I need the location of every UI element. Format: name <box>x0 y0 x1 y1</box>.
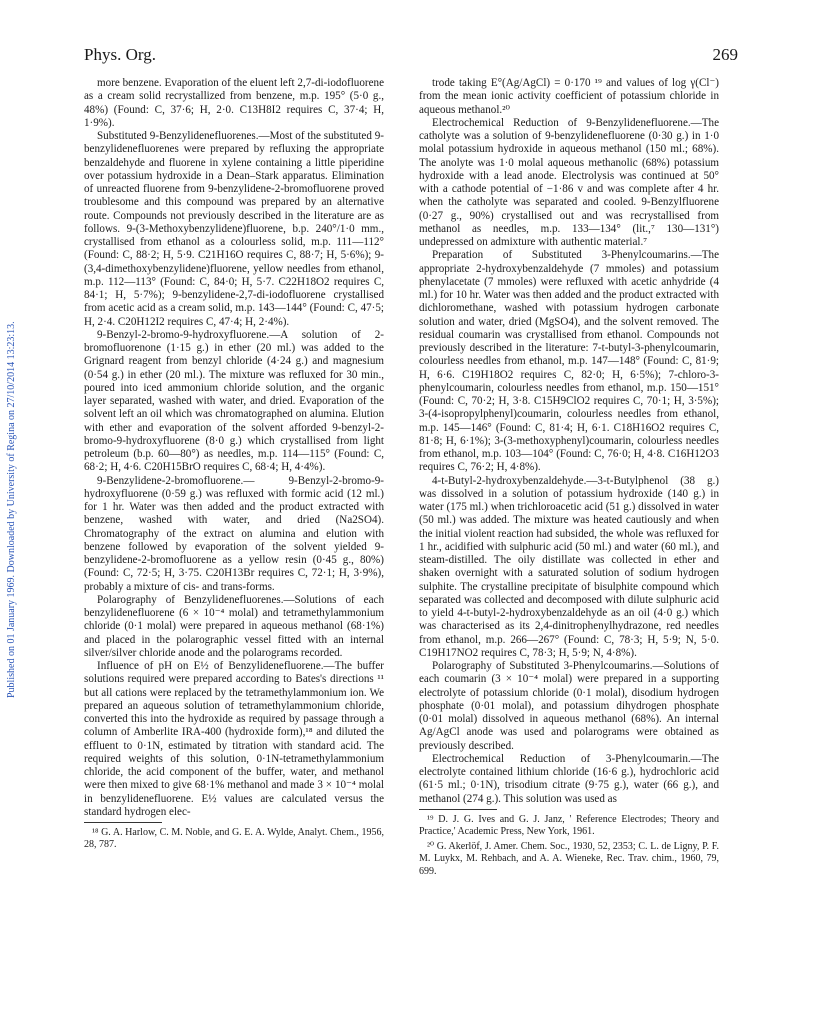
page-number: 269 <box>712 45 738 64</box>
paragraph: 4-t-Butyl-2-hydroxybenzaldehyde.—3-t-Butylphenol (38 g.) was dissolved in a solution of potassium hydroxide (140 g.) in water (175 ml.) when trichloroacetic acid (51 g.) dissolved in water (50 ml.) was added. The mixture was heated cautiously and when the initial violent reaction had subsided, the whole was refluxed for 1 hr., acidified with sulphuric acid (50 ml.) and water (60 ml.), and steam-distilled. The oily distillate was collected in ether and shaken overnight with a saturated solution of sodium hydrogen sulphite. The crystalline precipitate of bisulphite compound which separated was collected and decomposed with dilute sulphuric acid to yield 4-t-butyl-2-hydroxybenzaldehyde as an oil (4·0 g.) which was characterised as its 2,4-dinitrophenylhydrazone, red needles from ethanol, m.p. 266—267° (Found: C, 78·3; H, 5·9; N, 5·0. C19H17NO2 requires C, 78·3; H, 5·9; N, 4·8%). <box>419 474 719 659</box>
footnote-rule <box>419 809 497 810</box>
footnote: ¹⁹ D. J. G. Ives and G. J. Janz, ' Reference Electrodes; Theory and Practice,' Academic Press, New York, 1961. <box>419 813 719 837</box>
footnote: ¹⁸ G. A. Harlow, C. M. Noble, and G. E. A. Wylde, Analyt. Chem., 1956, 28, 787. <box>84 827 384 851</box>
paragraph: 9-Benzylidene-2-bromofluorene.— 9-Benzyl-2-bromo-9-hydroxyfluorene (0·59 g.) was refluxed with formic acid (12 ml.) for 1 hr. Water was then added and the product extracted with benzene, washed with water, and dried (Na2SO4). Chromatography of the extract on alumina and elution with benzene followed by evaporation of the solvent yielded 9-benzylidene-2-bromofluorene as a yellow resin (0·45 g., 80%) (Found: C, 72·5; H, 3·75. C20H13Br requires C, 72·1; H, 3·9%), probably a mixture of cis- and trans-forms. <box>84 474 384 593</box>
paragraph: Preparation of Substituted 3-Phenylcoumarins.—The appropriate 2-hydroxybenzaldehyde (7 mmoles) and potassium phenylacetate (7 mmoles) were refluxed with acetic anhydride (4 ml.) for 10 hr. Water was then added and the product extracted with dichloromethane, washed with potassium hydrogen carbonate solution and water, dried (MgSO4), and the solvent removed. The residual coumarin was crystallised from ethanol. Compounds not previously described in the literature: 7-t-butyl-3-phenylcoumarin, colourless needles from ethanol, m.p. 147—148° (Found: C, 81·9; H, 6·6. C19H18O2 requires C, 82·0; H, 6·5%); 7-chloro-3-phenylcoumarin, colourless needles from ethanol, m.p. 150—151° (Found: C, 70·2; H, 3·8. C15H9ClO2 requires C, 70·1; H, 3·5%); 3-(4-isopropylphenyl)coumarin, colourless needles from ethanol, m.p. 145—146° (Found: C, 81·4; H, 6·1. C18H16O2 requires C, 81·8; H, 6·1%); 3-(3-methoxyphenyl)coumarin, colourless needles from ethanol, m.p. 103—104° (Found: C, 76·0; H, 4·8. C16H12O3 requires C, 76·2; H, 4·8%). <box>419 249 719 474</box>
paragraph: Polarography of Benzylidenefluorenes.—Solutions of each benzylidenefluorene (6 × 10⁻⁴ molal) and tetramethylammonium chloride (0·1 molal) were prepared in aqueous methanol (68·1%) and placed in the polarographic vessel fitted with an internal silver/silver chloride anode and the polarograms recorded. <box>84 593 384 659</box>
footnote-rule <box>84 822 162 823</box>
paragraph: 9-Benzyl-2-bromo-9-hydroxyfluorene.—A solution of 2-bromofluorenone (1·15 g.) in ether (20 ml.) was added to the Grignard reagent from benzyl chloride (4·24 g.) and magnesium (0·54 g.) in ether (20 ml.). The mixture was refluxed for 30 min., poured into iced ammonium chloride solution, and the organic layer separated, washed with water, and dried. Evaporation of the solvent left an oil which was chromatographed on alumina. Elution with ether and evaporation of the solvent afforded 9-benzyl-2-bromo-9-hydroxyfluorene (8·0 g.) which crystallised from light petroleum (b.p. 60—80°) as needles, m.p. 114—115° (Found: C, 68·2; H, 4·6. C20H15BrO requires C, 68·4; H, 4·4%). <box>84 328 384 474</box>
paragraph: Substituted 9-Benzylidenefluorenes.—Most of the substituted 9-benzylidenefluorenes were prepared by refluxing the appropriate benzaldehyde and fluorene in xylene containing a little piperidine over potassium hydroxide in a Dean–Stark apparatus. Elimination of unreacted fluorene from 9-benzylidene-2-bromofluorene proved troublesome and this compound was prepared by an alternative route. Compounds not previously described in the literature are as follows. 9-(3-Methoxybenzylidene)fluorene, b.p. 240°/1·0 mm., crystallised from ethanol as a colourless solid, m.p. 111—112° (Found: C, 88·2; H, 5·9. C21H16O requires C, 88·7; H, 5·6%); 9-(3,4-dimethoxybenzylidene)fluorene, yellow needles from ethanol, m.p. 112—113° (Found: C, 84·0; H, 5·7. C22H18O2 requires C, 84·1; H, 5·7%); 9-benzylidene-2,7-di-iodofluorene crystallised from acetic acid as a cream solid, m.p. 143—144° (Found: C, 47·5; H, 2·4. C20H12I2 requires C, 47·4; H, 2·4%). <box>84 130 384 328</box>
paragraph: more benzene. Evaporation of the eluent left 2,7-di-iodofluorene as a cream solid recrystallized from benzene, m.p. 195° (5·0 g., 48%) (Found: C, 37·6; H, 2·0. C13H8I2 requires C, 37·4; H, 1·9%). <box>84 77 384 129</box>
footnote: ²⁰ G. Akerlöf, J. Amer. Chem. Soc., 1930, 52, 2353; C. L. de Ligny, P. F. M. Luykx, M. Rehbach, and A. A. Wieneke, Rec. Trav. chim., 1960, 79, 699. <box>419 841 719 877</box>
paragraph: Polarography of Substituted 3-Phenylcoumarins.—Solutions of each coumarin (3 × 10⁻⁴ molal) were prepared in a supporting electrolyte of potassium chloride (0·1 molal), disodium hydrogen phosphate (0·01 molal), and potassium dihydrogen phosphate (0·01 molal) dissolved in aqueous methanol (68%). An internal Ag/AgCl anode was used and polarograms were obtained as previously described. <box>419 660 719 752</box>
left-column <box>84 77 384 851</box>
paragraph: Influence of pH on E½ of Benzylidenefluorene.—The buffer solutions required were prepared according to Bates's directions ¹¹ but all cations were replaced by the tetramethylammonium ion. We prepared an aqueous solution of tetramethylammonium chloride, converted this into the hydroxide as required by passage through a column of Amberlite IRA-400 (hydroxide form),¹⁸ and diluted the effluent to 0·1N, estimated by titration with standard acid. The required weights of this solution, 0·1N-tetramethylammonium chloride, the acid component of the buffer, water, and methanol were then mixed to give 68·1% methanol and made 3 × 10⁻⁴ molal in benzylidenefluorene. E½ values are calculated versus the standard hydrogen elec- <box>84 660 384 818</box>
download-provenance-stamp: Published on 01 January 1969. Downloaded by University of Regina on 27/10/2014 13:23:13. <box>6 321 17 699</box>
right-column <box>419 77 719 878</box>
paragraph: Electrochemical Reduction of 9-Benzylidenefluorene.—The catholyte was a solution of 9-benzylidenefluorene (0·30 g.) in 1·0 molal potassium hydroxide in aqueous methanol (150 ml.; 68%). The anolyte was 1·0 molal aqueous methanolic (68%) potassium hydroxide with a lead anode. Electrolysis was continued at 50° with a cathode potential of −1·86 v and was complete after 4 hr. when the catholyte was separated and cooled. 9-Benzylfluorene (0·27 g., 90%) crystallised out and was recrystallised from methanol as needles, m.p. 133—134° (lit.,⁷ 130—131°) undepressed on admixture with authentic material.⁷ <box>419 116 719 248</box>
paragraph: trode taking E°(Ag/AgCl) = 0·170 ¹⁹ and values of log γ(Cl⁻) from the mean ionic activity coefficient of potassium chloride in aqueous methanol.²⁰ <box>419 77 719 116</box>
journal-title: Phys. Org. <box>84 45 156 64</box>
paragraph: Electrochemical Reduction of 3-Phenylcoumarin.—The electrolyte contained lithium chloride (16·6 g.), hydrochloric acid (61·5 ml.; 0·1N), trisodium citrate (9·75 g.), water (66 g.), and methanol (274 g.). This solution was used as <box>419 752 719 805</box>
